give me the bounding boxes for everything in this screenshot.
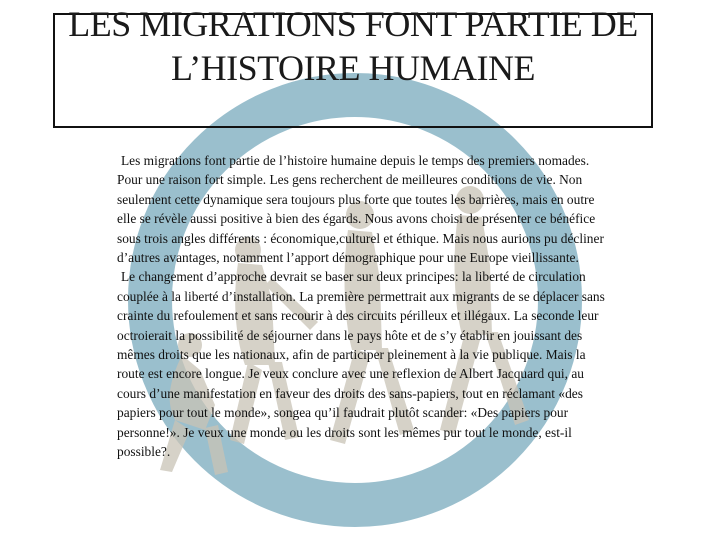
- page-title: LES MIGRATIONS FONT PARTIE DE L’HISTOIRE HUMAINE: [68, 4, 638, 88]
- paragraph-conclusion: Le changement d’approche devrait se baser sur deux principes: la liberté de circulation couplée à la liberté d’installation. La première permettrait aux migrants de se déplacer sans crainte du refoulement et sans recourir à des circuits périlleux et illégaux. La seconde leur octroierait la possibilité de séjourner dans le pays hôte et de s’y établir en jouissant des mêmes droits que les nationaux, afin de participer pleinement à la vie publique. Mais la route est encore longue. Je veux conclure avec une reflexion de Albert Jacquard qui, au cours d’une manifestation en faveur des droits des sans-papiers, tout en réclamant «des papiers pour tout le monde», songea qu’il faudrait plutôt scander: «Des papiers pour personne!». Je veux une monde ou les droits sont les mêmes pur tout le monde, est-il possible?.: [117, 269, 605, 460]
- body-text: [117, 151, 607, 462]
- paragraph-intro: Les migrations font partie de l’histoire humaine depuis le temps des premiers nomades. Pour une raison fort simple. Les gens recherchent de meilleures conditions de vie. Non seulement cette dynamique sera toujours plus forte que toutes les barrières, mais en outre elle se révèle aussi positive à bien des égards. Nous avons choisi de présenter ce bénéfice sous trois angles différents : économique,culturel et éthique. Mais nous aurions pu décliner d’autres avantages, notamment l’apport démographique pour une Europe vieillissante.: [117, 153, 604, 266]
